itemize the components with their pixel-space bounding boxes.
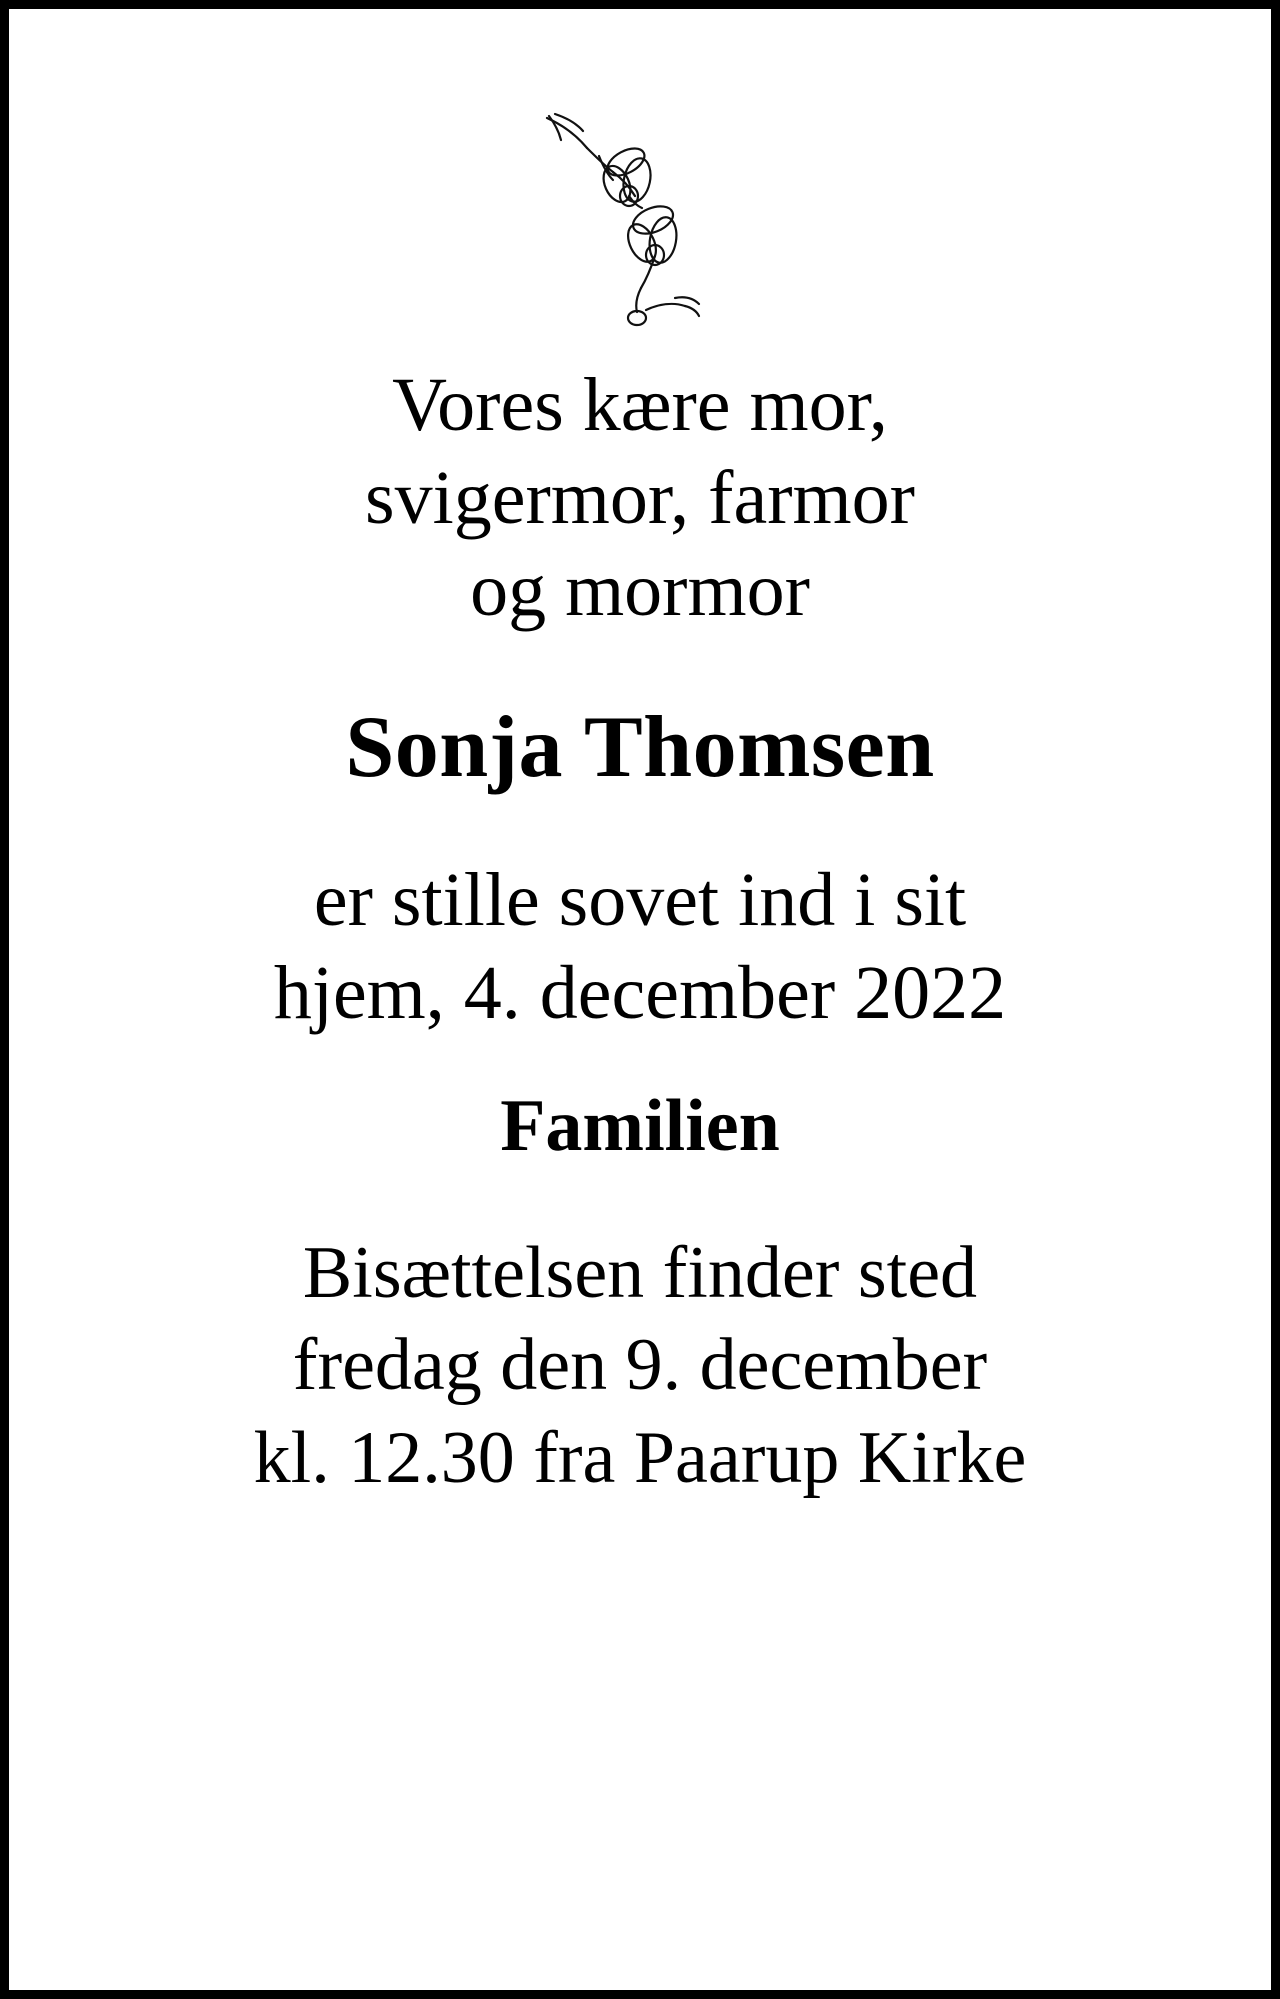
passing-text	[9, 854, 1271, 1039]
ceremony-line-1: Bisættelsen finder sted	[302, 1231, 978, 1314]
passing-line-2: hjem, 4. december 2022	[273, 951, 1007, 1036]
intro-line-1: Vores kære mor,	[392, 363, 888, 447]
deceased-name: Sonja Thomsen	[345, 699, 935, 797]
ceremony-line-2: fredag den 9. december	[292, 1324, 988, 1407]
ceremony-text	[9, 1227, 1271, 1505]
notice-text	[9, 337, 1271, 1504]
orchid-flower-ornament-icon	[510, 97, 770, 337]
ceremony-line-3: kl. 12.30 fra Paarup Kirke	[253, 1416, 1027, 1499]
signature-text: Familien	[500, 1084, 780, 1167]
intro-line-3: og mormor	[470, 548, 810, 633]
intro-text	[9, 359, 1271, 637]
passing-line-1: er stille sovet ind i sit	[313, 858, 967, 943]
intro-line-2: svigermor, farmor	[365, 455, 915, 540]
